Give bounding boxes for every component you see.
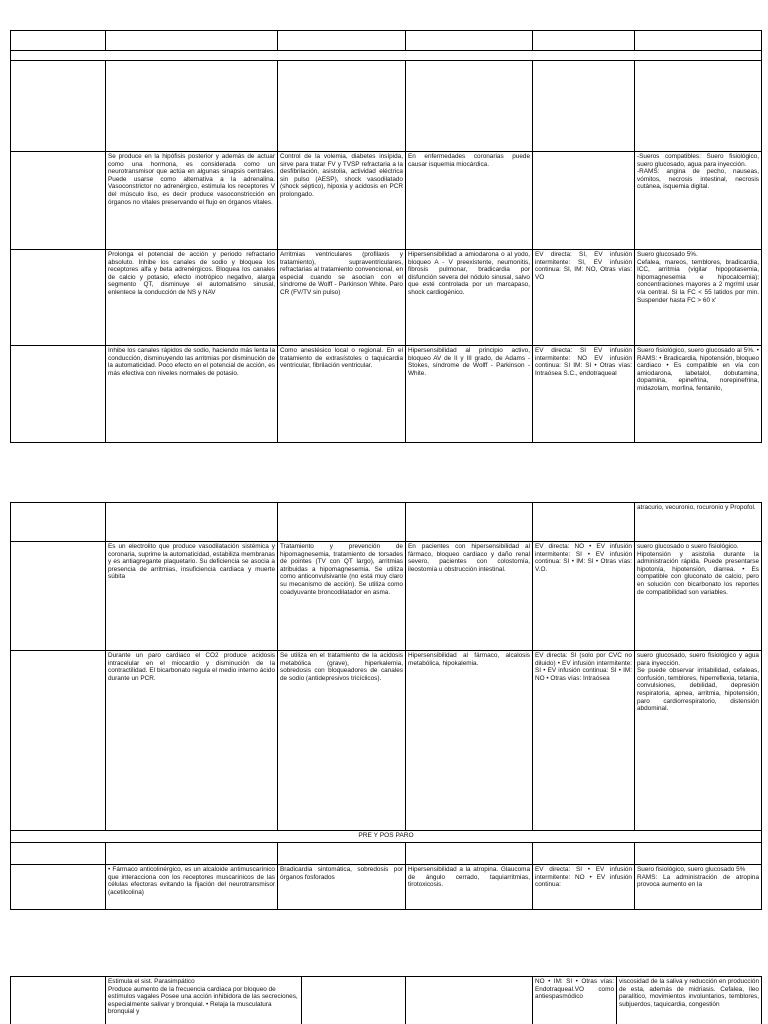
table-cell (106, 503, 278, 542)
empty-row (11, 61, 762, 152)
header-cell (106, 31, 278, 51)
contraindication-cell: En enfermedades coronarias puede causar isquemia miocárdica. (406, 152, 533, 250)
drug-table-block-3 (10, 976, 762, 1024)
mechanism-cell: Se produce en la hipófisis posterior y además de actuar como una hormona, es considerada como un neurotransmisor que actúa en algunas sinapsis centrales. Puede usarse como alternativa a la adrenalina. Vasoconstrictor no adrenérgico, estimula los receptores V del músculo liso, es decir produce vasoconstricción en órganos no vitales preservando el flujo en órganos vitales. (106, 152, 278, 250)
drug-name-cell (11, 977, 106, 1024)
drug-table-block-1 (10, 30, 762, 443)
table-cell (533, 61, 635, 152)
table-row-atropina (11, 865, 762, 910)
contraindication-cell: Hipersensibilidad al principio activo, bloqueo AV de II y III grado, de Adams - Stokes, síndrome de Wolff - Parkinson - White. (406, 346, 533, 443)
indication-cell: Arritmias ventriculares (profilaxis y tratamiento), supraventriculares, refractarias al tratamiento convencional, en especial cuando se asocian con el síndrome de Wolff - Parkinson White. Paro CR (FV/TV sin pulso) (278, 250, 406, 346)
table-cell (278, 843, 406, 865)
header-cell (406, 31, 533, 51)
table-row-lidocaina (11, 346, 762, 443)
table-cell (533, 503, 635, 542)
table-cell (106, 61, 278, 152)
notes-cell: atracurio, vecuronio, rocuronio y Propofol. (635, 503, 762, 542)
table-cell (533, 843, 635, 865)
table-row-continuation (11, 503, 762, 542)
table-row-atropina-continuation (11, 977, 762, 1024)
notes-cell: suero glucosado, suero fisiológico y agua para inyección. Se puede observar irritabilidad, cefaleas, confusión, temblores, hiperreflexia, tetania, convulsiones, debilidad, depresión respiratoria, apnea, arritmia, hipotensión, paro cardiorrespiratorio, distensión abdominal. (635, 651, 762, 831)
table-cell (11, 843, 106, 865)
notes-cell: suero glucosado o suero fisiológico. Hipotensión y asistolia durante la administración rápida. Puede presentarse hipotonía, hipotensión, diarrea. • Es compatible con gluconato de calcio, pero en solución con bicarbonato los reportes de compatibilidad son variables. (635, 542, 762, 651)
header-row (11, 31, 762, 51)
drug-name-cell (11, 152, 106, 250)
mechanism-cell: • Fármaco anticolinérgico, es un alcaloide antimuscarínico que interacciona con los receptores muscarínicos de las células efectoras evitando la fijación del neurotransmisor (acetilcolina) (106, 865, 278, 910)
mechanism-cell: Durante un paro cardiaco el CO2 produce acidosis intracelular en el miocardio y disminución de la contractilidad. El bicarbonato regula el medio interno ácido durante un PCR. (106, 651, 278, 831)
indication-cell: Se utiliza en el tratamiento de la acidosis metabólica (grave), hiperkalemia, sobredosis con bloqueadores de canales de sodio (antidepresivos tricíclicos). (278, 651, 406, 831)
route-cell: EV directa: SI (solo por CVC no diluido) • EV infusión intermitente: SI • EV infusión continua: SI • IM: NO • Otras vías: Intraósea (533, 651, 635, 831)
table-row-magnesio (11, 542, 762, 651)
contraindication-cell: Hipersensibilidad a la atropina. Glaucoma de ángulo cerrado, taquiarritmias, tirotoxicosis. (406, 865, 533, 910)
table-row-vasopresina (11, 152, 762, 250)
table-cell (11, 503, 106, 542)
mechanism-cell: Es un electrolito que produce vasodilatación sistémica y coronaria, suprime la automaticidad, estabiliza membranas y es antiagregante plaquetario. Su deficiencia se asocia a presencia de arritmias, insuficiencia cardiaca y muerte súbita (106, 542, 278, 651)
spacer-cell (11, 51, 762, 61)
table-cell (406, 61, 533, 152)
drug-name-cell (11, 865, 106, 910)
header-cell (533, 31, 635, 51)
table-cell (635, 843, 762, 865)
notes-cell: Suero fisiológico, suero glucosado al 5%. • RAMS: • Bradicardia, hipotensión, bloqueo cardiaco • Es compatible en vía con amiodarona, labetalol, dobutamina, dopamina, epinefrina, norepinefrina, midazolam, morfina, fentanilo, (635, 346, 762, 443)
route-cell: NO • IM: SI • Otras vías: Endotraqueal.VO como antiespasmódico (533, 977, 617, 1024)
contraindication-cell: Hipersensibilidad al fármaco, alcalosis metabólica, hipokalemia. (406, 651, 533, 831)
notes-cell: viscosidad de la saliva y reducción en producción de esta, además de midriasis. Cefalea, íleo paralítico, movimientos involuntarios, temblores, subjuerdos, taquicardia, congestión (617, 977, 762, 1024)
table-cell (278, 503, 406, 542)
indication-cell: Como anestésico local o regional. En el tratamiento de extrasístoles o taquicardia ventricular, fibrilación ventricular. (278, 346, 406, 443)
drug-table-block-2 (10, 502, 762, 910)
notes-cell: Suero fisiológico, suero glucosado 5% RAMS: La administración de atropina provoca aumento en la (635, 865, 762, 910)
contraindication-cell: Hipersensibilidad a amiodarona o al yodo, bloqueo A - V preexistente, neumonitis, fibrosis pulmonar, bradicardia por disfunción severa del nódulo sinusal, salvo que esté controlada por un marcapaso, shock cardiogénico. (406, 250, 533, 346)
table-cell (11, 61, 106, 152)
empty-row (11, 843, 762, 865)
indication-cell: Bradicardia sintomática, sobredosis por órganos fosforados (278, 865, 406, 910)
notes-cell: -Sueros compatibles: Suero fisiológico, suero glucosado, agua para inyección. -RAMS: angina de pecho, nauseas, vómitos, necrosis intestinal, necrosis cutánea, isquemia digital. (635, 152, 762, 250)
table-cell (278, 61, 406, 152)
mechanism-cell: Prolonga el potencial de acción y periodo refractario absoluto. Inhibe los canales de sodio y bloquea los receptores alfa y beta adrenérgicos. Bloquea los canales de calcio y potasio, efecto inotrópico negativo, alarga segmento QT, disminuye el automatismo sinusal, enlentece la conducción de NS y NAV (106, 250, 278, 346)
section-header: PRE Y POS PARO (11, 831, 762, 843)
route-cell: EV directa: NO • EV infusión intermitente: SI • EV infusión continua: SI • IM: SI • Otras vías: V.O. (533, 542, 635, 651)
table-row-bicarbonato (11, 651, 762, 831)
table-cell (635, 61, 762, 152)
drug-name-cell (11, 651, 106, 831)
mechanism-cell: Inhibe los canales rápidos de sodio, haciendo más lenta la conducción, disminuyendo las arritmias por disminución de la automaticidad. Poco efecto en el potencial de acción, es más efectiva con niveles normales de potasio. (106, 346, 278, 443)
section-header-row (11, 831, 762, 843)
table-row-amiodarona (11, 250, 762, 346)
contraindication-cell: En pacientes con hipersensibilidad al fármaco, bloqueo cardiaco y daño renal severo, pacientes con colostomía, ileostomía u obstrucción intestinal. (406, 542, 533, 651)
indication-cell (302, 977, 406, 1024)
route-cell (533, 152, 635, 250)
header-cell (11, 31, 106, 51)
table-cell (106, 843, 278, 865)
indication-cell: Control de la volemia, diabetes insípida, sirve para tratar FV y TVSP refractaria a la desfibrilación, asistolia, actividad eléctrica sin pulso (AESP), shock vasodilatado (shock séptico), hipoxia y acidosis en PCR prolongado. (278, 152, 406, 250)
header-cell (278, 31, 406, 51)
mechanism-cell: Estimula el sist. Parasimpático Produce aumento de la frecuencia cardiaca por bloqueo de estímulos vagales Posee una acción inhibidora de las secreciones, especialmente salivar y bronquial. • Relaja la musculatura bronquial y (106, 977, 302, 1024)
spacer-row (11, 51, 762, 61)
drug-name-cell (11, 250, 106, 346)
route-cell: EV directa: SI EV infusión intermitente: NO EV infusión continua: SI IM: SI • Otras vías: Intraósea S.C., endotraqueal (533, 346, 635, 443)
table-cell (406, 843, 533, 865)
table-cell (406, 503, 533, 542)
drug-name-cell (11, 542, 106, 651)
header-cell (635, 31, 762, 51)
contraindication-cell (406, 977, 533, 1024)
route-cell: EV directa: SI, EV infusión intermitente: SI, EV infusión continua: SI, IM: NO, Otras vías: VO (533, 250, 635, 346)
indication-cell: Tratamiento y prevención de hipomagnesemia, tratamiento de torsades de pointes (TV con QT largo), arritmias atribuidas a hipomagnesemia. Se utiliza como anticonvulsivante (no está muy claro su mecanismo de acción). Se utiliza como coadyuvante broncodilatador en asma. (278, 542, 406, 651)
notes-cell: Suero glucosado 5%. Cefalea, mareos, temblores, bradicardia, ICC, arritmia (vigilar hipopotasemia, hipomagnesemia e hipocalcemia); concentraciones mayores a 2 mgr/ml usar vía central. Si la FC < 55 latidos por min. Suspender hasta FC > 60 x' (635, 250, 762, 346)
route-cell: EV directa: SI • EV infusión intermitente: NO • EV infusión continua: (533, 865, 635, 910)
drug-name-cell (11, 346, 106, 443)
